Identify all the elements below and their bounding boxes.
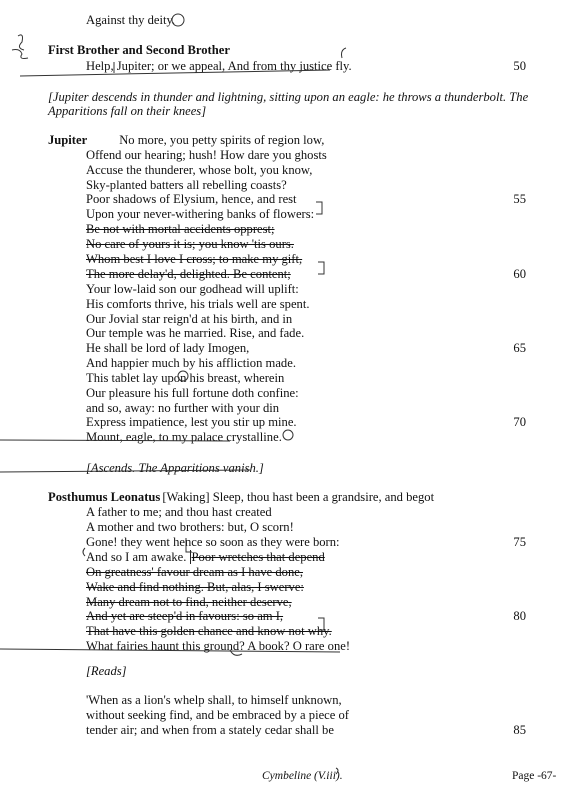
script-line: [86, 297, 310, 311]
script-line: [86, 252, 302, 266]
verse-text: Mount, eagle, to my palace crystalline.: [86, 430, 282, 444]
verse-text: Many dream not to find, neither deserve,: [86, 595, 292, 609]
script-line: [86, 312, 292, 326]
script-line: [86, 664, 127, 678]
verse-text: His comforts thrive, his trials well are spent.: [86, 297, 310, 311]
speech-text: No more, you petty spirits of region low,: [119, 133, 325, 147]
speaker-name: Jupiter: [48, 133, 88, 147]
script-line: [86, 341, 249, 355]
verse-text: and so, away: no further with your din: [86, 401, 280, 415]
verse-text: 'When as a lion's whelp shall, to himself unknown,: [86, 693, 342, 707]
line-number: 65: [513, 341, 526, 355]
verse-text: The more delay'd, delighted. Be content;: [86, 267, 291, 281]
script-line: [86, 639, 350, 653]
verse-text: And so I am awake.: [86, 550, 190, 564]
script-line: [48, 43, 230, 57]
verse-text: Help, Jupiter; or we appeal, And from thy justice fly.: [86, 59, 352, 73]
script-line: [86, 415, 297, 429]
script-line: [86, 609, 283, 623]
speech-text: [Waking] Sleep, thou hast been a grandsire, and begot: [162, 490, 435, 504]
script-line: [86, 624, 332, 638]
footer-play-title: Cymbeline (V.iii).: [262, 770, 343, 782]
script-line: [86, 326, 304, 340]
verse-text: without seeking find, and be embraced by a piece of: [86, 708, 349, 722]
verse-text: Gone! they went hence so soon as they were born:: [86, 535, 340, 549]
stage-direction: Apparitions fall on their knees]: [48, 104, 207, 118]
script-line: [86, 207, 314, 221]
script-line: [86, 550, 325, 564]
verse-text: Poor shadows of Elysium, hence, and rest: [86, 192, 297, 206]
script-line: [86, 461, 264, 475]
script-line: [86, 505, 272, 519]
script-line: [86, 192, 297, 206]
script-line: [86, 371, 284, 385]
script-line: [48, 490, 434, 504]
speaker-name: First Brother and Second Brother: [48, 43, 230, 57]
script-line: [86, 430, 282, 444]
stage-direction: [Ascends. The Apparitions vanish.]: [86, 461, 264, 475]
line-number: 60: [513, 267, 526, 281]
verse-text: A father to me; and thou hast created: [86, 505, 272, 519]
verse-text: He shall be lord of lady Imogen,: [86, 341, 250, 355]
verse-text: What fairies haunt this ground? A book? O rare one!: [86, 639, 351, 653]
line-number: 50: [513, 59, 526, 73]
verse-text: Against thy deity.: [86, 13, 176, 27]
verse-text: That have this golden chance and know not why.: [86, 624, 332, 638]
line-number: 70: [513, 415, 526, 429]
verse-text: Whom best I love I cross; to make my gift,: [86, 252, 303, 266]
script-line: [86, 520, 294, 534]
verse-text: Our Jovial star reign'd at his birth, and in: [86, 312, 293, 326]
script-line: [86, 267, 291, 281]
script-line: [86, 401, 279, 415]
script-line: [86, 222, 275, 236]
struck-text: Poor wretches that depend: [191, 550, 325, 564]
line-number: 55: [513, 192, 526, 206]
stage-direction: [Reads]: [86, 664, 127, 678]
footer-page-number: Page -67-: [512, 770, 557, 782]
verse-text: And happier much by his affliction made.: [86, 356, 296, 370]
verse-text: Upon your never-withering banks of flowers:: [86, 207, 315, 221]
script-line: [86, 723, 334, 737]
verse-text: On greatness' favour dream as I have done,: [86, 565, 303, 579]
verse-text: tender air; and when from a stately cedar shall be: [86, 723, 334, 737]
script-line: [86, 693, 342, 707]
script-line: [48, 90, 528, 104]
script-line: [86, 237, 294, 251]
verse-text: No care of yours it is; you know 'tis ours.: [86, 237, 294, 251]
script-line: [86, 535, 340, 549]
verse-text: Be not with mortal accidents opprest;: [86, 222, 275, 236]
verse-text: Our temple was he married. Rise, and fade.: [86, 326, 305, 340]
verse-text: Your low-laid son our godhead will uplift:: [86, 282, 299, 296]
verse-text: Wake and find nothing. But, alas, I swerve:: [86, 580, 304, 594]
script-line: [86, 708, 349, 722]
script-line: [86, 386, 299, 400]
verse-text: This tablet lay upon his breast, wherein: [86, 371, 285, 385]
script-line: [86, 59, 352, 73]
verse-text: Our pleasure his full fortune doth confine:: [86, 386, 299, 400]
script-line: [86, 580, 304, 594]
verse-text: Express impatience, lest you stir up mine.: [86, 415, 297, 429]
line-number: 80: [513, 609, 526, 623]
script-line: [86, 163, 312, 177]
verse-text: A mother and two brothers: but, O scorn!: [86, 520, 294, 534]
verse-text: Offend our hearing; hush! How dare you ghosts: [86, 148, 327, 162]
script-line: [86, 356, 296, 370]
script-line: [86, 282, 299, 296]
verse-text: Sky-planted batters all rebelling coasts?: [86, 178, 287, 192]
script-line: [48, 104, 206, 118]
line-number: 85: [513, 723, 526, 737]
verse-text: Accuse the thunderer, whose bolt, you know,: [86, 163, 313, 177]
stage-direction: [Jupiter descends in thunder and lightning, sitting upon an eagle: he throws a thunderbolt. The: [48, 90, 529, 104]
script-line: [86, 595, 292, 609]
speaker-name: Posthumus Leonatus: [48, 490, 161, 504]
script-line: [86, 178, 287, 192]
script-line: [86, 148, 327, 162]
script-line: [48, 133, 324, 147]
script-line: [86, 13, 175, 27]
verse-text: And yet are steep'd in favours: so am I,: [86, 609, 284, 623]
script-line: [86, 565, 303, 579]
line-number: 75: [513, 535, 526, 549]
